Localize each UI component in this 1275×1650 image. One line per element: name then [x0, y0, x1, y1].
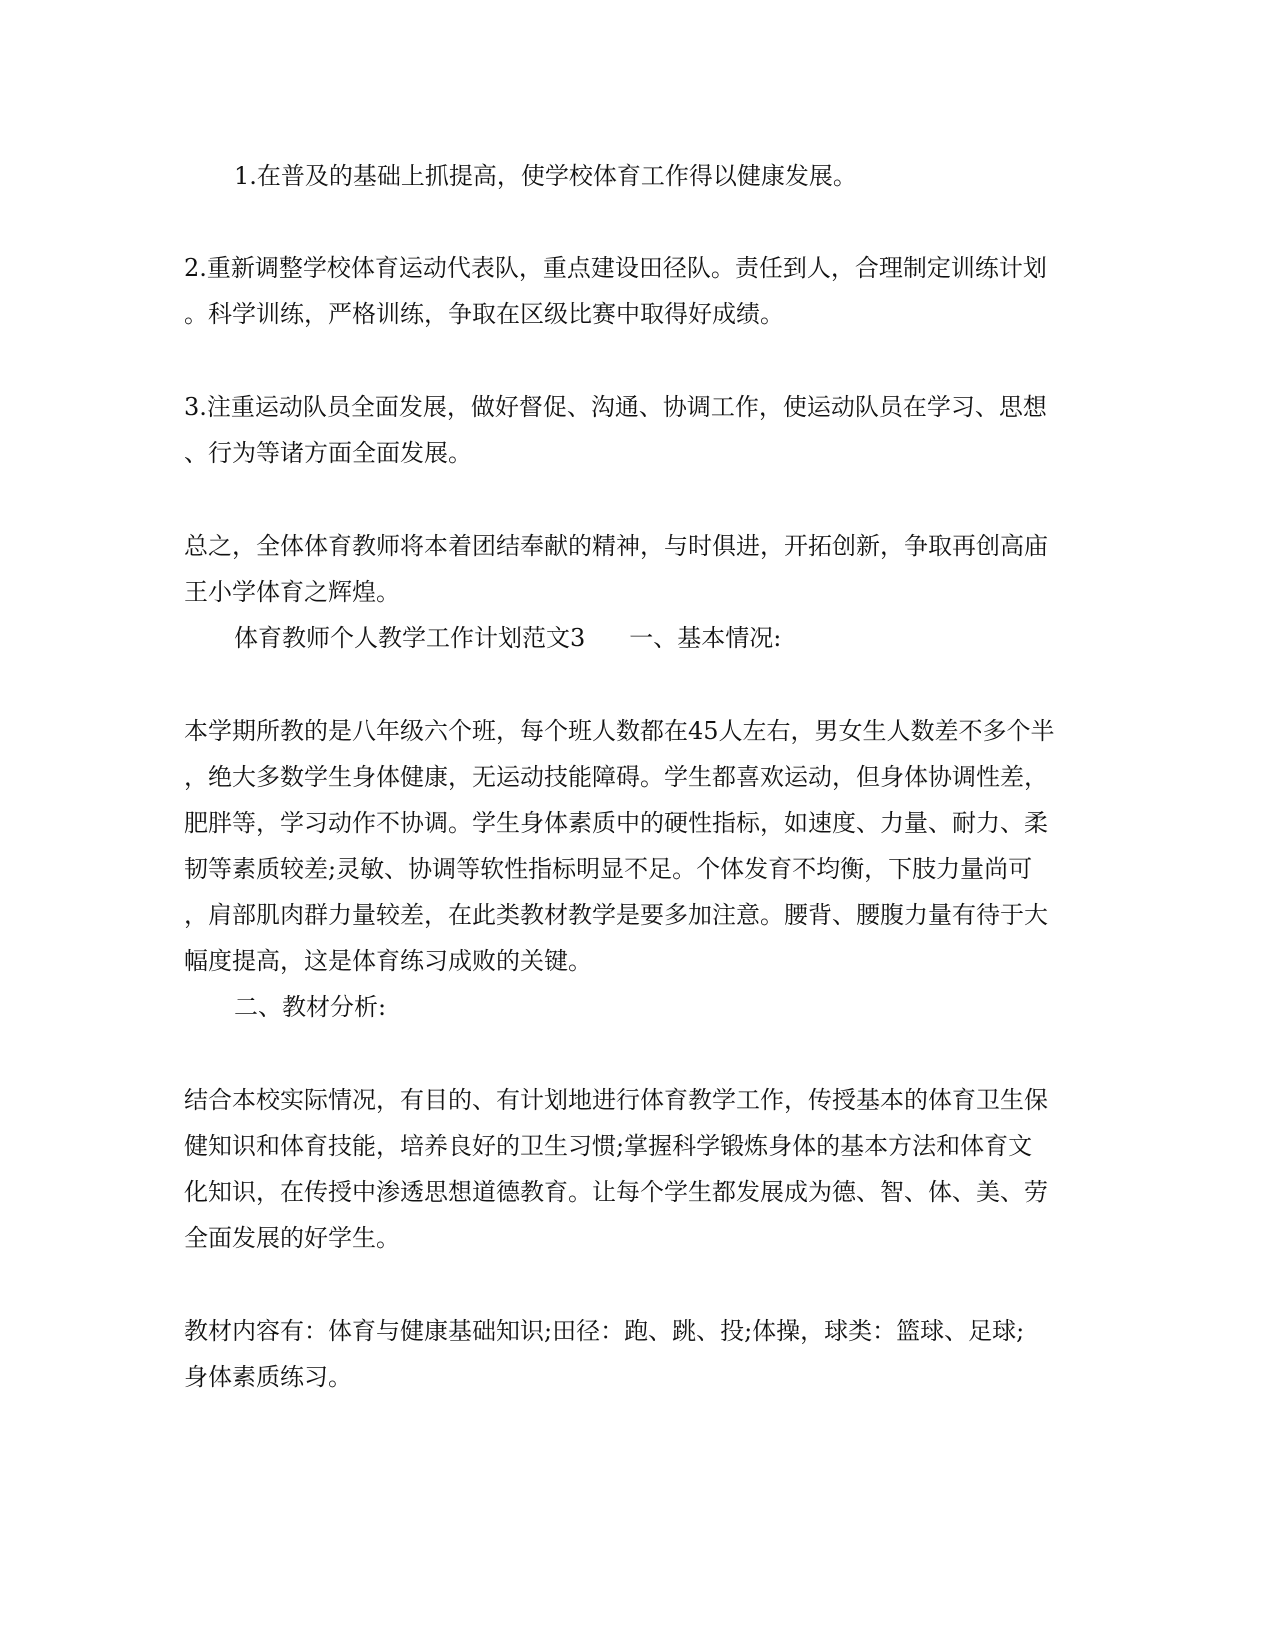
section-heading-line — [234, 623, 1134, 653]
paragraph-line: 全面发展的好学生。 — [184, 1224, 400, 1252]
section-heading: 一、基本情况: — [629, 624, 782, 652]
paragraph-line: 1.在普及的基础上抓提高，使学校体育工作得以健康发展。 — [234, 162, 857, 190]
paragraph-line: 幅度提高，这是体育练习成败的关键。 — [184, 947, 592, 975]
paragraph-line: 2.重新调整学校体育运动代表队，重点建设田径队。责任到人，合理制定训练计划 — [184, 254, 1047, 282]
paragraph-line: ，绝大多数学生身体健康，无运动技能障碍。学生都喜欢运动，但身体协调性差， — [184, 763, 1048, 791]
paragraph-line: 结合本校实际情况，有目的、有计划地进行体育教学工作，传授基本的体育卫生保 — [184, 1086, 1048, 1114]
paragraph-line: 肥胖等，学习动作不协调。学生身体素质中的硬性指标，如速度、力量、耐力、柔 — [184, 809, 1048, 837]
paragraph-line: 健知识和体育技能，培养良好的卫生习惯;掌握科学锻炼身体的基本方法和体育文 — [184, 1132, 1033, 1160]
paragraph-line: 。科学训练，严格训练，争取在区级比赛中取得好成绩。 — [184, 300, 784, 328]
paragraph-line: 身体素质练习。 — [184, 1363, 352, 1391]
section-title: 体育教师个人教学工作计划范文3 — [234, 624, 586, 652]
paragraph-line: 王小学体育之辉煌。 — [184, 578, 400, 606]
paragraph-line: 本学期所教的是八年级六个班，每个班人数都在45人左右，男女生人数差不多个半 — [184, 717, 1055, 745]
section-heading: 二、教材分析: — [234, 993, 387, 1021]
paragraph-line: 化知识，在传授中渗透思想道德教育。让每个学生都发展成为德、智、体、美、劳 — [184, 1178, 1048, 1206]
paragraph-line: 韧等素质较差;灵敏、协调等软性指标明显不足。个体发育不均衡，下肢力量尚可 — [184, 855, 1033, 883]
paragraph-line: 3.注重运动队员全面发展，做好督促、沟通、协调工作，使运动队员在学习、思想 — [184, 393, 1047, 421]
paragraph-line: 教材内容有：体育与健康基础知识;田径：跑、跳、投;体操，球类：篮球、足球; — [184, 1317, 1025, 1345]
paragraph-line: 总之，全体体育教师将本着团结奉献的精神，与时俱进，开拓创新，争取再创高庙 — [184, 532, 1048, 560]
paragraph-line: ，肩部肌肉群力量较差，在此类教材教学是要多加注意。腰背、腰腹力量有待于大 — [184, 901, 1048, 929]
paragraph-line: 、行为等诸方面全面发展。 — [184, 439, 472, 467]
